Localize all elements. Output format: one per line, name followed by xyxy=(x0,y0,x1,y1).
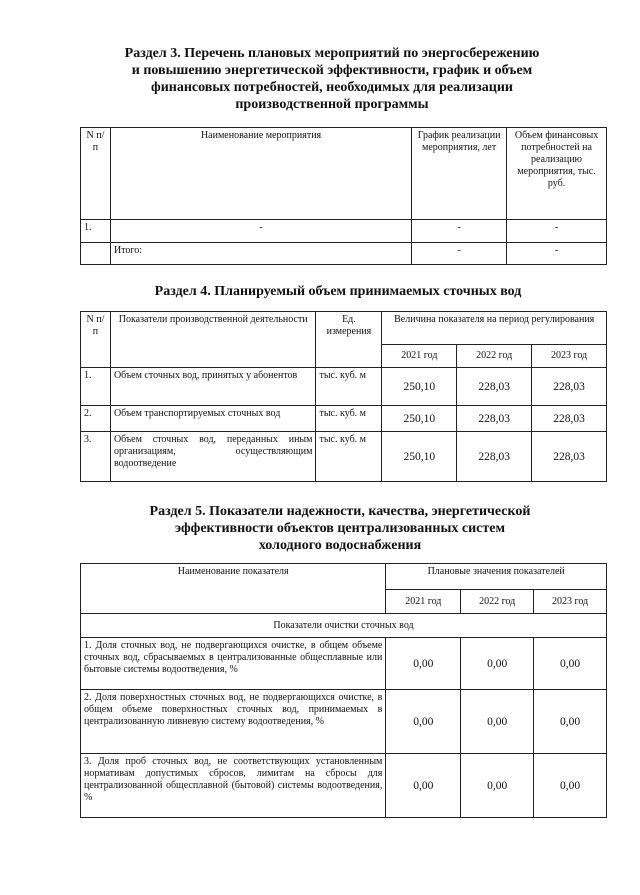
header-num: N п/п xyxy=(81,312,111,368)
cell-value: 250,10 xyxy=(382,406,457,432)
cell-value: 228,03 xyxy=(457,406,532,432)
cell-unit: тыс. куб. м xyxy=(316,406,382,432)
cell-value: 0,00 xyxy=(534,638,607,690)
header-schedule: График реализации мероприятия, лет xyxy=(412,128,507,220)
cell-value: 228,03 xyxy=(457,368,532,406)
section3-title xyxy=(12,45,640,113)
header-name: Наименование мероприятия xyxy=(110,128,411,220)
cell-value: 0,00 xyxy=(386,690,461,754)
cell-name: 3. Доля проб сточных вод, не соответствующих установленным нормативам допустимых сбросов, лимитам на сбросы для централизованной общесплавной (бытовой) системы водоотведения, % xyxy=(81,754,386,818)
cell-value: 0,00 xyxy=(534,690,607,754)
cell-unit: тыс. куб. м xyxy=(316,432,382,482)
cell-value: 228,03 xyxy=(532,368,607,406)
header-year: 2023 год xyxy=(532,345,607,368)
header-indicator: Показатели производственной деятельности xyxy=(110,312,316,368)
table-header-row xyxy=(81,312,607,345)
table-row xyxy=(81,368,607,406)
table-row xyxy=(81,432,607,482)
group-label: Показатели очистки сточных вод xyxy=(81,614,607,638)
cell-name: Объем сточных вод, переданных иным организациям, осуществляющим водоотведение xyxy=(110,432,316,482)
section3-title-line: производственной программы xyxy=(235,97,429,112)
header-planned: Плановые значения показателей xyxy=(386,564,607,590)
section5-title-line: Раздел 5. Показатели надежности, качества, энергетической xyxy=(149,504,531,519)
header-value: Величина показателя на период регулирования xyxy=(382,312,607,345)
cell-name: Объем транспортируемых сточных вод xyxy=(110,406,316,432)
section3-title-line: Раздел 3. Перечень плановых мероприятий по энергосбережению xyxy=(124,46,540,61)
header-year: 2023 год xyxy=(534,590,607,614)
cell-name: 1. Доля сточных вод, не подвергающихся очистке, в общем объеме сточных вод, сбрасываемых в централизованные общесплавные или бытовые системы водоотведения, % xyxy=(81,638,386,690)
cell-value: 250,10 xyxy=(382,432,457,482)
table-header-row xyxy=(81,128,607,220)
cell-value: 250,10 xyxy=(382,368,457,406)
table-row xyxy=(81,638,607,690)
table-row xyxy=(81,220,607,243)
section5-title-line: эффективности объектов централизованных систем xyxy=(174,521,505,536)
header-name: Наименование показателя xyxy=(81,564,386,614)
section3-title-line: финансовых потребностей, необходимых для реализации xyxy=(151,80,513,95)
section4-title: Раздел 4. Планируемый объем принимаемых сточных вод xyxy=(154,284,522,299)
cell-value: 0,00 xyxy=(386,754,461,818)
cell-value: 0,00 xyxy=(461,638,534,690)
cell-total-schedule: - xyxy=(412,243,507,265)
table-group-row xyxy=(81,614,607,638)
header-volume: Объем финансовых потребностей на реализацию мероприятия, тыс. руб. xyxy=(507,128,607,220)
cell-volume: - xyxy=(507,220,607,243)
cell-name: - xyxy=(110,220,411,243)
cell-unit: тыс. куб. м xyxy=(316,368,382,406)
cell-value: 228,03 xyxy=(532,406,607,432)
cell-empty xyxy=(81,243,111,265)
header-year: 2022 год xyxy=(457,345,532,368)
cell-num: 1. xyxy=(81,368,111,406)
header-num: N п/п xyxy=(81,128,111,220)
cell-total-label: Итого: xyxy=(110,243,411,265)
header-year: 2021 год xyxy=(382,345,457,368)
header-year: 2022 год xyxy=(461,590,534,614)
section3-title-line: и повышению энергетической эффективности, график и объем xyxy=(131,63,533,78)
cell-num: 2. xyxy=(81,406,111,432)
cell-num: 1. xyxy=(81,220,111,243)
table-row xyxy=(81,754,607,818)
cell-value: 0,00 xyxy=(461,690,534,754)
cell-value: 0,00 xyxy=(534,754,607,818)
table-row xyxy=(81,690,607,754)
cell-name: 2. Доля поверхностных сточных вод, не подвергающихся очистке, в общем объеме поверхностных сточных вод, принимаемых в централизованную ливневую систему водоотведения, % xyxy=(81,690,386,754)
cell-name: Объем сточных вод, принятых у абонентов xyxy=(110,368,316,406)
section4-table xyxy=(80,311,607,482)
section3-table xyxy=(80,127,607,265)
cell-value: 228,03 xyxy=(457,432,532,482)
cell-schedule: - xyxy=(412,220,507,243)
cell-value: 0,00 xyxy=(461,754,534,818)
section5-title xyxy=(20,503,640,554)
header-unit: Ед. измерения xyxy=(316,312,382,368)
table-header-row xyxy=(81,564,607,590)
table-total-row xyxy=(81,243,607,265)
cell-value: 228,03 xyxy=(532,432,607,482)
cell-total-volume: - xyxy=(507,243,607,265)
table-row xyxy=(81,406,607,432)
header-year: 2021 год xyxy=(386,590,461,614)
cell-num: 3. xyxy=(81,432,111,482)
cell-value: 0,00 xyxy=(386,638,461,690)
section5-title-line: холодного водоснабжения xyxy=(258,538,422,553)
section5-table xyxy=(80,563,607,818)
